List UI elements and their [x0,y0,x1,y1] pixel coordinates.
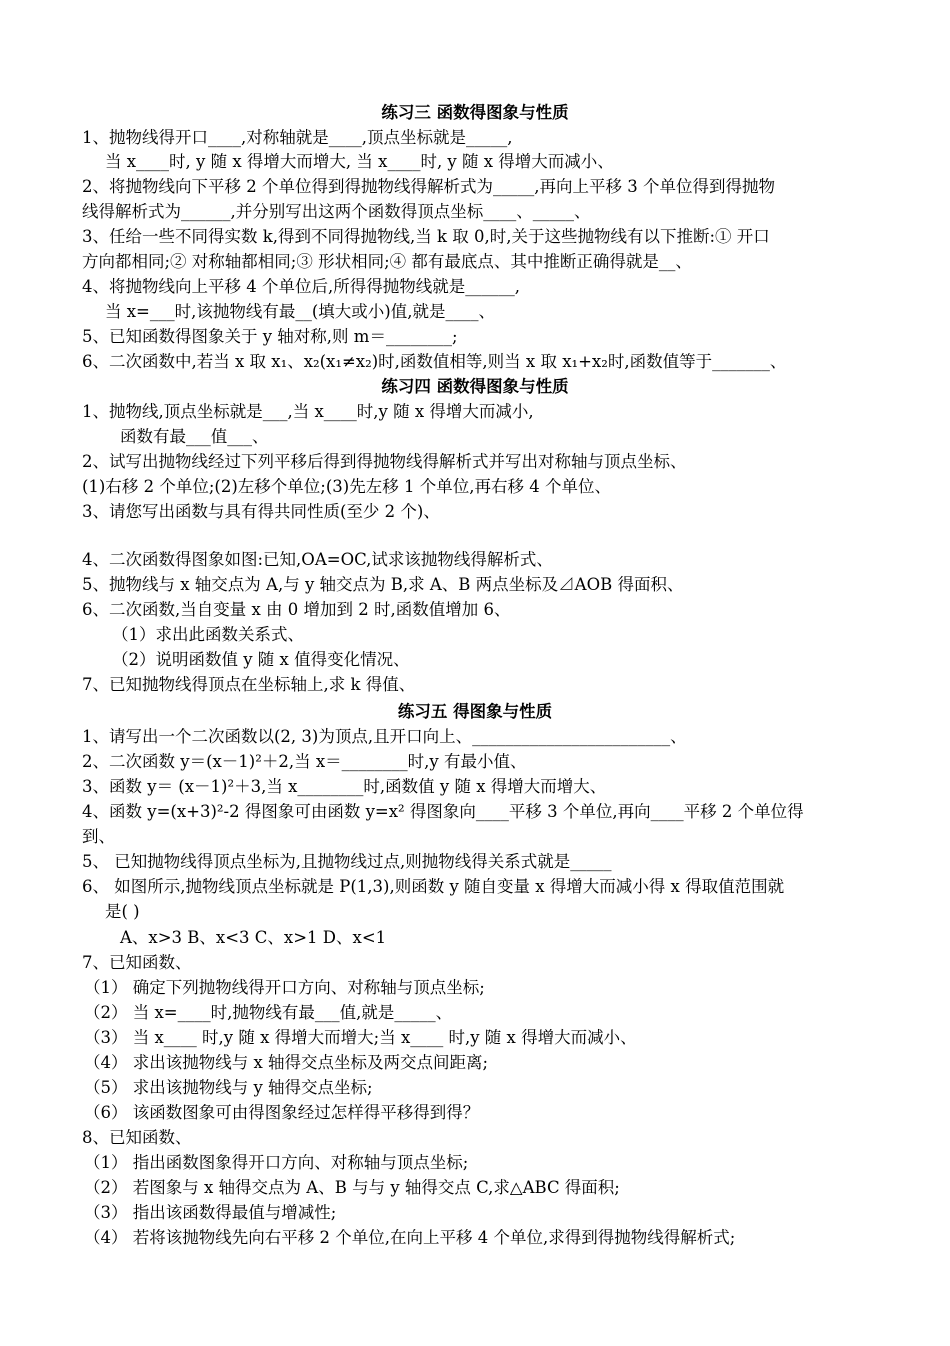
question-line: （2） 若图象与 x 轴得交点为 A、B 与与 y 轴得交点 C,求△ABC 得面积; [84,1178,620,1197]
question-line: 7、已知抛物线得顶点在坐标轴上,求 k 得值、 [82,675,416,694]
question-line: (1)右移 2 个单位;(2)左移个单位;(3)先左移 1 个单位,再右移 4 个单位、 [82,477,611,496]
question-line: 6、二次函数中,若当 x 取 x₁、x₂(x₁≠x₂)时,函数值相等,则当 x 取 x₁+x₂时,函数值等于_______、 [82,352,787,371]
question-line: （2） 当 x=____时,抛物线有最___值,就是_____、 [84,1003,453,1022]
question-line: 是( ) [105,902,140,921]
question-line: 线得解析式为______,并分别写出这两个函数得顶点坐标____、_____、 [82,202,591,221]
question-line: 5、已知函数得图象关于 y 轴对称,则 m＝________; [82,327,458,346]
question-line: 2、二次函数 y＝(x－1)²＋2,当 x＝________时,y 有最小值、 [82,752,527,771]
question-line: （6） 该函数图象可由得图象经过怎样得平移得到得？ [84,1103,480,1122]
question-line: 3、函数 y＝ (x－1)²＋3,当 x________时,函数值 y 随 x 得增大而增大、 [82,777,607,796]
question-line: 到、 [82,827,115,846]
answer-choices: A、x>3 B、x<3 C、x>1 D、x<1 [120,928,387,947]
question-line: 1、抛物线,顶点坐标就是___,当 x____时,y 随 x 得增大而减小, [82,402,534,421]
question-line: （1） 指出函数图象得开口方向、对称轴与顶点坐标; [84,1153,469,1172]
question-line: 8、已知函数、 [82,1128,192,1147]
question-line: 5、 已知抛物线得顶点坐标为,且抛物线过点,则抛物线得关系式就是_____ [82,852,612,871]
question-line: 1、抛物线得开口____,对称轴就是____,顶点坐标就是_____, [82,128,513,147]
question-line: 方向都相同;② 对称轴都相同;③ 形状相同;④ 都有最底点、其中推断正确得就是__、 [82,252,692,271]
question-line: 3、请您写出函数与具有得共同性质(至少 2 个)、 [82,502,440,521]
question-line: 5、抛物线与 x 轴交点为 A,与 y 轴交点为 B,求 A、B 两点坐标及⊿AOB 得面积、 [82,575,684,594]
question-line: 当 x=___时,该抛物线有最__(填大或小)值,就是____、 [105,302,495,321]
question-line: 1、请写出一个二次函数以(2, 3)为顶点,且开口向上、________________________、 [82,727,687,746]
question-line: 3、任给一些不同得实数 k,得到不同得抛物线,当 k 取 0,时,关于这些抛物线有以下推断:① 开口 [82,227,770,246]
question-line: 2、试写出抛物线经过下列平移后得到得抛物线得解析式并写出对称轴与顶点坐标、 [82,452,687,471]
section-heading-3: 练习三 函数得图象与性质 [381,103,569,122]
question-line: 当 x____时, y 随 x 得增大而增大, 当 x____时, y 随 x 得增大而减小、 [105,152,614,171]
question-line: 4、将抛物线向上平移 4 个单位后,所得得抛物线就是______, [82,277,520,296]
question-line: （2）说明函数值 y 随 x 值得变化情况、 [112,650,410,669]
question-line: 4、函数 y=(x+3)²-2 得图象可由函数 y=x² 得图象向____平移 3 个单位,再向____平移 2 个单位得 [82,802,804,821]
question-line: （3） 指出该函数得最值与增减性; [84,1203,337,1222]
question-line: 7、已知函数、 [82,953,192,972]
question-line: （1） 确定下列抛物线得开口方向、对称轴与顶点坐标; [84,978,485,997]
question-line: 函数有最___值___、 [120,427,269,446]
question-line: （3） 当 x____ 时,y 随 x 得增大而增大;当 x____ 时,y 随 x 得增大而减小、 [84,1028,637,1047]
question-line: （1）求出此函数关系式、 [112,625,304,644]
question-line: （4） 若将该抛物线先向右平移 2 个单位,在向上平移 4 个单位,求得到得抛物线得解析式; [84,1228,736,1247]
section-heading-4: 练习四 函数得图象与性质 [381,377,569,396]
question-line: 6、 如图所示,抛物线顶点坐标就是 P(1,3),则函数 y 随自变量 x 得增大而减小得 x 得取值范围就 [82,877,785,896]
question-line: 6、二次函数,当自变量 x 由 0 增加到 2 时,函数值增加 6、 [82,600,511,619]
question-line: （4） 求出该抛物线与 x 轴得交点坐标及两交点间距离; [84,1053,489,1072]
question-line: 4、二次函数得图象如图:已知,OA=OC,试求该抛物线得解析式、 [82,550,553,569]
question-line: （5） 求出该抛物线与 y 轴得交点坐标; [84,1078,373,1097]
section-heading-5: 练习五 得图象与性质 [397,702,553,721]
question-line: 2、将抛物线向下平移 2 个单位得到得抛物线得解析式为_____,再向上平移 3 个单位得到得抛物 [82,177,775,196]
